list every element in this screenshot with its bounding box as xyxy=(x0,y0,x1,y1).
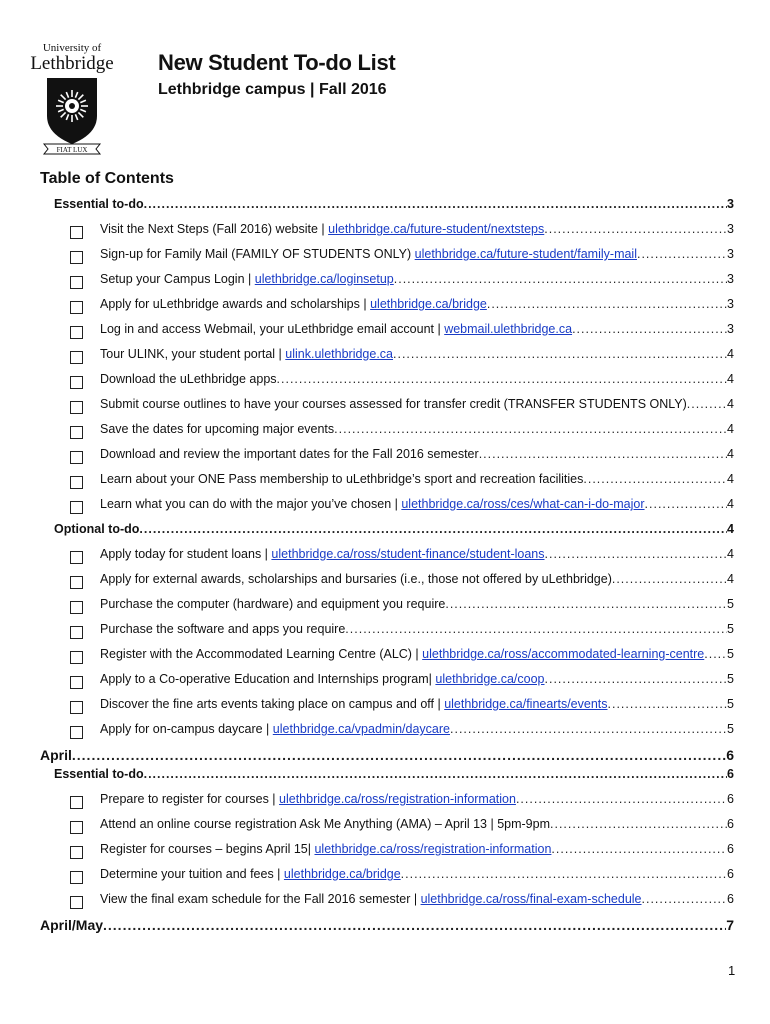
toc-item-text: Apply for uLethbridge awards and scholarships | xyxy=(100,297,367,311)
toc-item-link[interactable]: ulethbridge.ca/future-student/family-mail xyxy=(414,247,637,261)
checkbox[interactable] xyxy=(70,846,83,859)
logo-line2: Lethbridge xyxy=(30,53,114,74)
toc-item-link[interactable]: ulethbridge.ca/future-student/nextsteps xyxy=(328,222,545,236)
toc-item[interactable] xyxy=(100,647,734,661)
toc-item-text: Attend an online course registration Ask Me Anything (AMA) – April 13 | 5pm-9pm xyxy=(100,817,550,831)
toc-page-number: 3 xyxy=(727,297,734,311)
checkbox[interactable] xyxy=(70,576,83,589)
toc-heading: Table of Contents xyxy=(40,170,174,187)
dot-leader xyxy=(277,372,728,386)
shield-crest-icon xyxy=(44,76,100,148)
checkbox[interactable] xyxy=(70,701,83,714)
dot-leader xyxy=(394,272,727,286)
dot-leader xyxy=(637,247,727,261)
checkbox[interactable] xyxy=(70,476,83,489)
toc-item-link[interactable]: ulethbridge.ca/finearts/events xyxy=(444,697,608,711)
toc-item-link[interactable]: ulethbridge.ca/bridge xyxy=(370,297,487,311)
toc-item-text: Register for courses – begins April 15| xyxy=(100,842,311,856)
toc-item[interactable] xyxy=(100,222,734,236)
toc-item[interactable] xyxy=(100,447,734,461)
toc-item-text: Sign-up for Family Mail (FAMILY OF STUDENTS ONLY) xyxy=(100,247,412,261)
toc-item-text: Setup your Campus Login | xyxy=(100,272,252,286)
toc-item-text: Apply for external awards, scholarships and bursaries (i.e., those not offered by uLethbridge) xyxy=(100,572,612,586)
toc-item[interactable] xyxy=(100,622,734,636)
checkbox[interactable] xyxy=(70,796,83,809)
toc-page-number: 3 xyxy=(727,197,734,211)
toc-page-number: 7 xyxy=(726,917,734,933)
toc-item-text: Download and review the important dates for the Fall 2016 semester xyxy=(100,447,479,461)
dot-leader xyxy=(401,867,727,881)
dot-leader xyxy=(704,647,727,661)
toc-item-text: Log in and access Webmail, your uLethbridge email account | xyxy=(100,322,441,336)
dot-leader xyxy=(334,422,727,436)
checkbox[interactable] xyxy=(70,821,83,834)
toc-page-number: 4 xyxy=(727,522,734,536)
toc-page-number: 4 xyxy=(727,397,734,411)
toc-item[interactable] xyxy=(100,867,734,881)
toc-page-number: 6 xyxy=(727,767,734,781)
toc-page-number: 5 xyxy=(727,722,734,736)
toc-page-number: 6 xyxy=(727,792,734,806)
toc-page-number: 5 xyxy=(727,647,734,661)
toc-item-text: Essential to-do xyxy=(54,197,144,211)
toc-item-text: Save the dates for upcoming major events xyxy=(100,422,335,436)
toc-item-text: Register with the Accommodated Learning Centre (ALC) | xyxy=(100,647,419,661)
toc-item[interactable] xyxy=(100,792,734,806)
toc-item[interactable] xyxy=(100,672,734,686)
toc-page-number: 5 xyxy=(727,672,734,686)
toc-item-text: Discover the fine arts events taking place on campus and off | xyxy=(100,697,441,711)
toc-page-number: 4 xyxy=(727,572,734,586)
dot-leader xyxy=(572,322,727,336)
dot-leader xyxy=(516,792,727,806)
toc-item-link[interactable]: ulethbridge.ca/ross/registration-information xyxy=(314,842,552,856)
dot-leader xyxy=(550,817,727,831)
toc-page-number: 4 xyxy=(727,447,734,461)
checkbox[interactable] xyxy=(70,251,83,264)
toc-item-text: View the final exam schedule for the Fall 2016 semester | xyxy=(100,892,418,906)
page-subtitle: Lethbridge campus | Fall 2016 xyxy=(158,81,387,98)
toc-page-number: 3 xyxy=(727,322,734,336)
toc-item-link[interactable]: ulethbridge.ca/ross/student-finance/student-loans xyxy=(271,547,545,561)
toc-item-link[interactable]: ulethbridge.ca/vpadmin/daycare xyxy=(272,722,450,736)
dot-leader xyxy=(445,597,727,611)
checkbox[interactable] xyxy=(70,401,83,414)
checkbox[interactable] xyxy=(70,651,83,664)
toc-item-text: Visit the Next Steps (Fall 2016) website | xyxy=(100,222,325,236)
checkbox[interactable] xyxy=(70,276,83,289)
toc-page-number: 4 xyxy=(727,547,734,561)
toc-item[interactable] xyxy=(100,817,734,831)
toc-item-text: Submit course outlines to have your courses assessed for transfer credit (TRANSFER STUDENTS ONLY) xyxy=(100,397,687,411)
checkbox[interactable] xyxy=(70,896,83,909)
dot-leader xyxy=(103,917,726,933)
dot-leader xyxy=(544,222,727,236)
checkbox[interactable] xyxy=(70,871,83,884)
toc-item-text: Learn about your ONE Pass membership to uLethbridge’s sport and recreation facilities xyxy=(100,472,584,486)
toc-item[interactable] xyxy=(100,697,734,711)
toc-section-heading[interactable] xyxy=(54,522,734,536)
dot-leader xyxy=(551,842,727,856)
dot-leader xyxy=(545,547,728,561)
toc-item[interactable] xyxy=(100,892,734,906)
toc-item-text: Apply to a Co-operative Education and Internships program| xyxy=(100,672,432,686)
toc-item-link[interactable]: ulethbridge.ca/coop xyxy=(435,672,545,686)
toc-item[interactable] xyxy=(100,547,734,561)
dot-leader xyxy=(645,497,728,511)
dot-leader xyxy=(393,347,727,361)
toc-item-text: Essential to-do xyxy=(54,767,144,781)
toc-item-link[interactable]: webmail.ulethbridge.ca xyxy=(444,322,573,336)
dot-leader xyxy=(583,472,727,486)
logo-line1: University of xyxy=(42,42,102,54)
toc-item-text: Purchase the software and apps you require xyxy=(100,622,346,636)
dot-leader xyxy=(144,767,727,781)
toc-page-number: 5 xyxy=(727,597,734,611)
toc-item[interactable] xyxy=(100,597,734,611)
toc-item-link[interactable]: ulink.ulethbridge.ca xyxy=(285,347,394,361)
toc-page-number: 6 xyxy=(727,842,734,856)
toc-item-link[interactable]: ulethbridge.ca/ross/final-exam-schedule xyxy=(420,892,642,906)
dot-leader xyxy=(687,397,727,411)
toc-section-heading[interactable] xyxy=(54,197,734,211)
dot-leader xyxy=(642,892,728,906)
dot-leader xyxy=(545,672,728,686)
checkbox[interactable] xyxy=(70,726,83,739)
toc-item[interactable] xyxy=(100,347,734,361)
dot-leader xyxy=(487,297,727,311)
toc-item-link[interactable]: ulethbridge.ca/ross/registration-information xyxy=(279,792,516,806)
toc-item[interactable] xyxy=(100,372,734,386)
checkbox[interactable] xyxy=(70,626,83,639)
dot-leader xyxy=(139,522,727,536)
toc-item[interactable] xyxy=(100,272,734,286)
dot-leader xyxy=(479,447,727,461)
checkbox[interactable] xyxy=(70,601,83,614)
toc-page-number: 4 xyxy=(727,472,734,486)
checkbox[interactable] xyxy=(70,426,83,439)
toc-item-text: Determine your tuition and fees | xyxy=(100,867,281,881)
toc-page-number: 6 xyxy=(727,892,734,906)
toc-page-number: 4 xyxy=(727,372,734,386)
toc-item-link[interactable]: ulethbridge.ca/ross/ces/what-can-i-do-major xyxy=(401,497,645,511)
toc-section-heading[interactable] xyxy=(40,747,734,763)
checkbox[interactable] xyxy=(70,326,83,339)
dot-leader xyxy=(144,197,727,211)
university-logo xyxy=(30,42,114,156)
toc-item[interactable] xyxy=(100,322,734,336)
toc-item-text: Purchase the computer (hardware) and equipment you require xyxy=(100,597,446,611)
checkbox[interactable] xyxy=(70,351,83,364)
toc-page-number: 3 xyxy=(727,222,734,236)
toc-page-number: 4 xyxy=(727,422,734,436)
checkbox[interactable] xyxy=(70,676,83,689)
dot-leader xyxy=(608,697,728,711)
toc-item[interactable] xyxy=(100,422,734,436)
motto-banner xyxy=(42,142,102,156)
toc-item-link[interactable]: ulethbridge.ca/ross/accommodated-learning-centre xyxy=(422,647,705,661)
toc-page-number: 5 xyxy=(727,622,734,636)
toc-item[interactable] xyxy=(100,397,734,411)
toc-page-number: 6 xyxy=(727,817,734,831)
toc-item-text: Apply today for student loans | xyxy=(100,547,268,561)
motto-text: FIAT LUX xyxy=(56,146,88,154)
toc-item[interactable] xyxy=(100,722,734,736)
toc-section-heading[interactable] xyxy=(54,767,734,781)
checkbox[interactable] xyxy=(70,226,83,239)
toc-item-text: April/May xyxy=(40,917,104,933)
checkbox[interactable] xyxy=(70,451,83,464)
checkbox[interactable] xyxy=(70,376,83,389)
toc-page-number: 6 xyxy=(727,867,734,881)
toc-item[interactable] xyxy=(100,842,734,856)
toc-item[interactable] xyxy=(100,497,734,511)
checkbox[interactable] xyxy=(70,501,83,514)
toc-page-number: 6 xyxy=(726,747,734,763)
dot-leader xyxy=(72,747,726,763)
toc-item-text: Apply for on-campus daycare | xyxy=(100,722,270,736)
toc-item[interactable] xyxy=(100,247,734,261)
toc-item-text: Download the uLethbridge apps xyxy=(100,372,277,386)
toc-item[interactable] xyxy=(100,297,734,311)
toc-page-number: 4 xyxy=(727,347,734,361)
toc-item-link[interactable]: ulethbridge.ca/loginsetup xyxy=(254,272,394,286)
checkbox[interactable] xyxy=(70,551,83,564)
dot-leader xyxy=(450,722,727,736)
checkbox[interactable] xyxy=(70,301,83,314)
toc-item-link[interactable]: ulethbridge.ca/bridge xyxy=(283,867,401,881)
toc-page-number: 4 xyxy=(727,497,734,511)
page-number: 1 xyxy=(728,963,736,978)
toc-item-text: Tour ULINK, your student portal | xyxy=(100,347,282,361)
page-title: New Student To-do List xyxy=(158,50,396,75)
toc-item-text: Prepare to register for courses | xyxy=(100,792,276,806)
toc-item[interactable] xyxy=(100,472,734,486)
toc-page-number: 3 xyxy=(727,247,734,261)
dot-leader xyxy=(345,622,727,636)
toc-page-number: 3 xyxy=(727,272,734,286)
toc-item-text: April xyxy=(40,747,72,763)
toc-item-text: Learn what you can do with the major you’ve chosen | xyxy=(100,497,398,511)
dot-leader xyxy=(612,572,727,586)
toc-section-heading[interactable] xyxy=(40,917,734,933)
toc-item[interactable] xyxy=(100,572,734,586)
toc-item-text: Optional to-do xyxy=(54,522,140,536)
toc-page-number: 5 xyxy=(727,697,734,711)
